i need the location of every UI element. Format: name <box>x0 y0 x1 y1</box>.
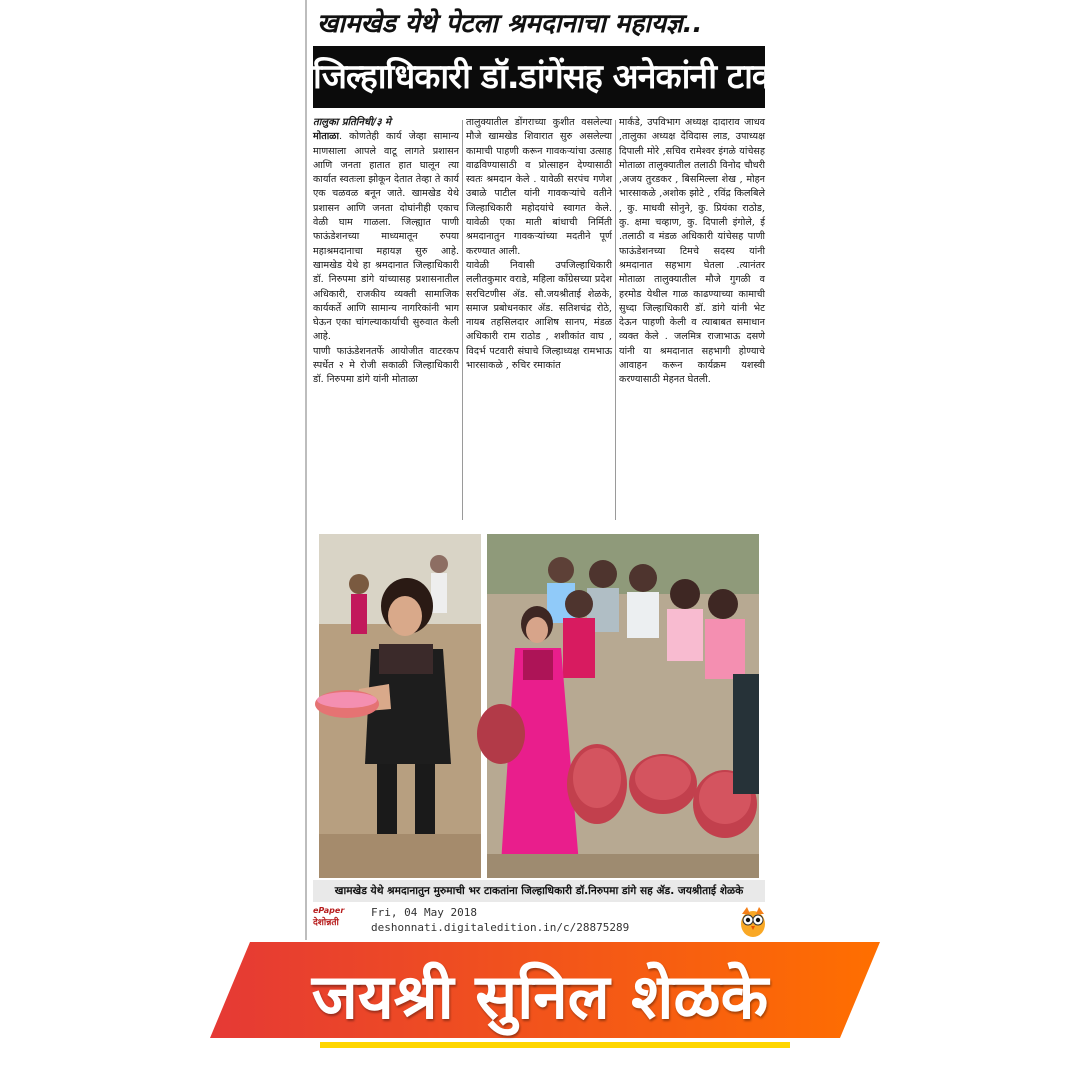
newspaper-clipping <box>305 0 1055 940</box>
article-column-2 <box>466 116 612 526</box>
article-dateline: मोताळा <box>313 131 339 143</box>
column-divider <box>462 120 463 520</box>
clipping-footer <box>307 904 769 938</box>
article-paragraph: यावेळी निवासी उपजिल्हाधिकारी ललीतकुमार वराडे, महिला काँग्रेसच्या प्रदेश सरचिटणीस ॲड. सौ.जयश्रीताई शेळके, समाज प्रबोधनकार ॲड. सतिशचंद्र रोठे, नायब तहसिलदार आशिष सानप, मंडळ अधिकारी राम राठोड , शशीकांत वाघ , विदर्भ पटवारी संघाचे जिल्हाध्यक्ष रामभाऊ भारसाकळे , रुचिर रमाकांत <box>466 259 612 372</box>
photo-caption: खामखेड येथे श्रमदानातुन मुरुमाची भर टाकतांना जिल्हाधिकारी डॉ.निरुपमा डांगे सह ॲड. जयश्रीताई शेळके <box>313 880 765 902</box>
article-column-3 <box>619 116 765 526</box>
epaper-logo-bottom: देशोन्नती <box>313 918 339 928</box>
photo-group-with-pans <box>487 534 759 878</box>
article-body <box>313 116 765 526</box>
epaper-logo-top: ePaper <box>313 906 345 915</box>
article-paragraph: पाणी फाऊंडेशनतर्फे आयोजीत वाटरकप स्पर्धेत २ मे रोजी सकाळी जिल्हाधिकारी डॉ. निरुपमा डांगे यांनी मोताळा <box>313 345 459 386</box>
article-headline: जिल्हाधिकारी डॉ.डांगेंसह अनेकांनी टाकल्या श्रमदानाच्या समीधा <box>313 46 765 108</box>
article-column-1 <box>313 116 459 526</box>
edition-url: deshonnati.digitaledition.in/c/28875289 <box>371 921 630 934</box>
article-kicker: खामखेड येथे पेटला श्रमदानाचा महायज्ञ.. <box>317 9 703 39</box>
article-paragraph: . कोणतेही कार्य जेव्हा सामान्य माणसाला आपले वाटू लागते प्रशासन आणि जनता हातात हात घालून त्या कार्यात स्वतःला झोकून देतात तेव्हा ते कार्य एक चळवळ बनून जाते. खामखेड येथे प्रशासन आणि जनता दोघांनीही एकाच वेळी घाम गाळला. जिल्ह्यात पाणी फाऊंडेशनच्या माध्यमातून रुपया महाश्रमदानाचा महायज्ञ सुरु आहे. खामखेड येथे हा श्रमदानात जिल्हाधिकारी डॉ. निरुपमा डांगे यांच्यासह प्रशासनातील अधिकारी, राजकीय व्यक्ती सामाजिक कार्यकर्ते आणि सामान्य नागरिकांनी भाग घेऊन एका चांगल्याकार्याची सुरुवात केली आहे. <box>313 131 459 343</box>
article-paragraph: मार्कंडे, उपविभाग अध्यक्ष दादाराव जाधव ,तालुका अध्यक्ष देविदास लाड, उपाध्यक्ष दिपाली मोरे ,सचिव रामेश्वर इंगळे यांचेसह मोताळा तालुक्यातील तलाठी विनोद चौधरी ,अजय तुरडकर , बिसमिल्ला शेख , मोहन भारसाकळे ,अशोक झोटे , रविंद्र किलबिले , कु. माधवी सोनुने, कु. प्रियंका राठोड, कु. क्षमा चव्हाण, कु. दिपाली इंगोले, ई .तलाठी व मंडळ अधिकारी यांचेसह पाणी फाऊंडेशनच्या टिमचे सदस्य यांनी श्रमदानात सहभाग घेतला .त्यानंतर मोताळा तालुक्यातील मौजे गुगळी व हरमोड येथील गाळ काढण्याच्या कामाची सुध्दा जिल्हाधिकारी डॉ. डांगे यांनी भेट देऊन पाहणी केली व त्याबाबत समाधान व्यक्त केले . जलमित्र राजाभाऊ दसणे यांनी या श्रमदानात सहभागी होण्याचे आवाहन करून कार्यक्रम यशस्वी करण्यासाठी मेहनत घेतली. <box>619 117 765 386</box>
article-paragraph: तालुक्यातील डोंगराच्या कुशीत वसलेल्या मौजे खामखेड शिवारात सुरु असलेल्या कामाची पाहणी करून गावकऱ्यांचा उत्साह वाढविण्यासाठी व प्रोत्साहन देण्यासाठी स्वतः श्रमदान केले . यावेळी सरपंच गणेश उबाळे पाटील यांनी गावकऱ्यांचे वतीने जिल्हाधिकारी महोदयांचे स्वागत केले. यावेळी एका माती बांधाची निर्मिती श्रमदानातुन गावकऱ्यांच्या मदतीने पूर्ण करण्यात आली. <box>466 117 612 257</box>
article-byline: तालुका प्रतिनिधी/३ मे <box>313 117 391 128</box>
banner-name-text: जयश्री सुनिल शेळके <box>311 960 769 1033</box>
epaper-logo <box>313 906 353 936</box>
edition-date: Fri, 04 May 2018 <box>371 906 477 919</box>
column-divider <box>615 120 616 520</box>
owl-icon <box>739 904 767 938</box>
photo-collector-shramdaan <box>319 534 481 878</box>
